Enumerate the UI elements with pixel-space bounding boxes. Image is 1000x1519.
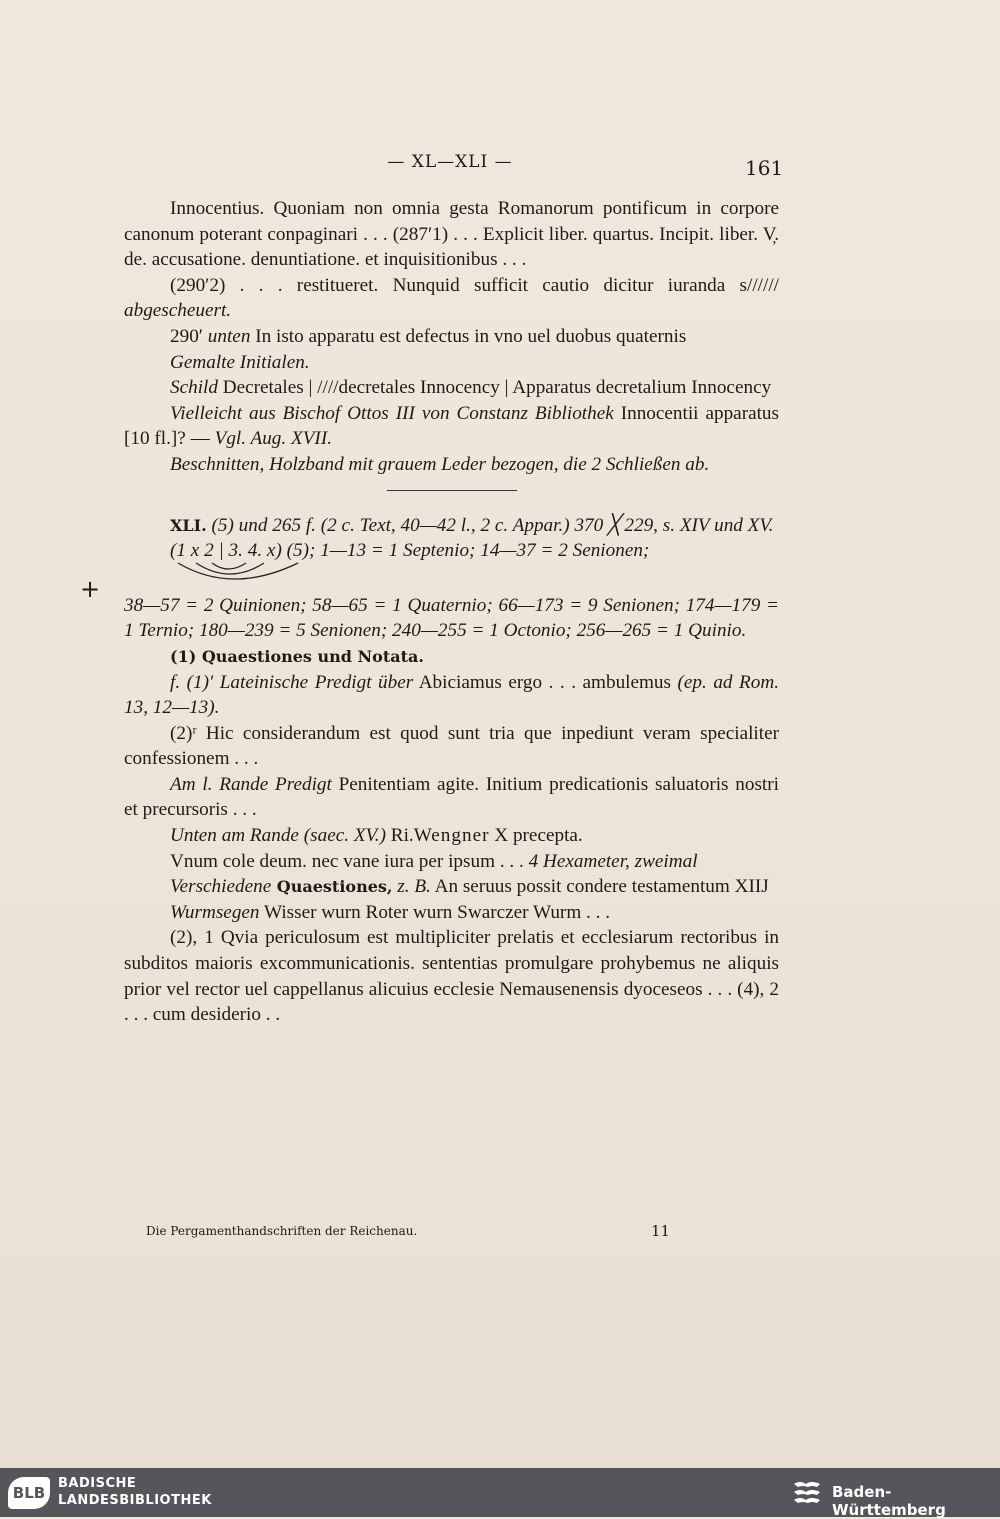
paragraph-qvia-periculosum: (2), 1 Qvia periculosum est multipliciter prelatis et ecclesiarum rectoribus in subditos maioris excommunicationis. sententias promulgare prohybemus ne aliquis prior vel rector uel cappellanus alicuius ecclesie Nemausenensis dyoceseos . . . (4), 2 . . . cum desiderio . . <box>124 927 779 1026</box>
page-number: 161 <box>745 156 784 180</box>
bw-lions-icon <box>790 1476 824 1510</box>
library-branding-bar <box>0 1468 1000 1517</box>
blb-logo[interactable]: BLB <box>8 1477 50 1509</box>
paragraph-unten-am-rande: Unten am Rande (saec. XV.) Ri.Wengner X precepta. <box>170 825 583 847</box>
folio-ref: (290′2) <box>170 274 226 296</box>
entry-xli-heading: XLI. (5) und 265 f. (2 c. Text, 40—42 l., 2 c. Appar.) 370 ╳ 229, s. XIV und XV. <box>170 514 774 536</box>
paragraph-verschiedene: Verschiedene Quaestiones, z. B. An seruus possit condere testamentum XIIJ <box>170 876 769 898</box>
paragraph-wurmsegen: Wurmsegen Wisser wurn Roter wurn Swarczer Wurm . . . <box>170 901 611 923</box>
footer-title: Die Pergamenthandschriften der Reichenau. <box>146 1224 418 1238</box>
collation-continued: 38—57 = 2 Quinionen; 58—65 = 1 Quaternio; 66—173 = 9 Senionen; 174—179 = 1 Ternio; 180—239 = 5 Senionen; 240—255 = 1 Octonio; 256—265 = 1 Quinio. <box>124 594 779 642</box>
paragraph-gemalte-initialen: Gemalte Initialen. <box>170 351 310 373</box>
section-divider <box>387 490 517 491</box>
paragraph-innocentius: Innocentius. Quoniam non omnia gesta Romanorum pontificum in corpore canonum poterant conpaginari . . . (287′1) . . . Explicit liber. quartus. Incipit. liber. V̦. de. accusatione. denuntiatione. et inquisitionibus . . . <box>124 198 779 271</box>
collation-formula: (1 x 2 | 3. 4. x) <box>170 540 282 562</box>
paragraph-290-2: (290′2) . . . restitueret. Nunquid sufficit cautio dicitur iuranda s////// abgescheuert. <box>124 274 779 322</box>
page-body <box>124 196 779 1028</box>
paragraph-predigt: f. (1)′ Lateinische Predigt über Abiciamus ergo . . . ambulemus (ep. ad Rom. 13, 12—13). <box>124 671 779 719</box>
section-heading-quaestiones: (1) Quaestiones und Notata. <box>170 646 424 666</box>
blb-name-line2: LANDESBIBLIOTHEK <box>58 1493 212 1508</box>
paragraph-considerandum: (2)ʳ Hic considerandum est quod sunt tria que inpediunt veram specialiter confessionem . . . <box>124 722 779 770</box>
entry-number: XLI. <box>170 515 207 535</box>
paragraph-binding: Beschnitten, Holzband mit grauem Leder bezogen, die 2 Schließen ab. <box>170 453 710 475</box>
collation-line: (1 x 2 | 3. 4. x) (5); 1—13 = 1 Septenio; 14—37 = 2 Senionen; <box>170 540 650 562</box>
collation-arcs <box>172 561 312 587</box>
blb-name-line1: BADISCHE <box>58 1476 137 1491</box>
paragraph-provenance: Vielleicht aus Bischof Ottos III von Constanz Bibliothek Innocentii apparatus [10 fl.]? — Vgl. Aug. XVII. <box>124 402 779 450</box>
paragraph-am-rande: Am l. Rande Predigt Penitentiam agite. Initium predicationis saluatoris nostri et precursoris . . . <box>124 773 779 821</box>
running-header: — XL—XLI — <box>387 152 513 172</box>
paragraph-schild: Schild Decretales | ////decretales Innocency | Apparatus decretalium Innocency <box>170 377 772 399</box>
paragraph-290-unten: 290′ unten In isto apparatu est defectus in vno uel duobus quaternis <box>170 325 687 347</box>
signature-mark: 11 <box>651 1222 671 1240</box>
bw-name: Baden-Württemberg <box>832 1483 946 1519</box>
margin-mark: + <box>80 575 101 603</box>
paragraph-vnum-cole: Vnum cole deum. nec vane iura per ipsum . . . 4 Hexameter, zweimal <box>170 850 698 872</box>
